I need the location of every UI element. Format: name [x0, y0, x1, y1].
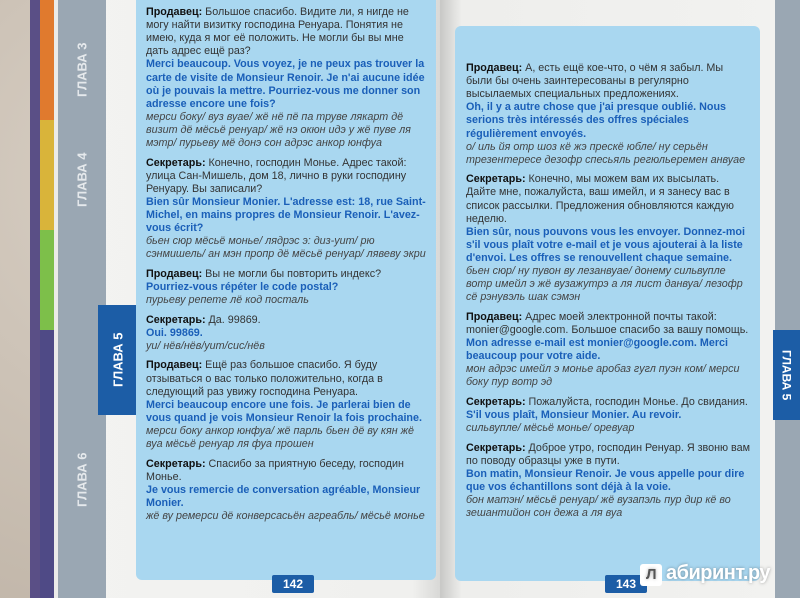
speaker-label: Продавец:	[146, 267, 203, 280]
russian-line: Вы не могли бы повторить индекс?	[205, 267, 382, 280]
transcription-line: бьен сюр мёсьё монье/ лядрэс э: диз-уит/ рю сэнмишель/ ан мэн пропр дё мёсьё ренуар/ лявеву экри	[146, 235, 426, 261]
russian-line: Пожалуйста, господин Монье. До свидания.	[528, 395, 748, 408]
dialogue-block	[466, 396, 752, 435]
transcription-line: сильвупле/ мёсьё монье/ оревуар	[466, 422, 635, 435]
transcription-line: бон матэн/ мёсьё ренуар/ жё вузапэль пур дир кё во зешантийон сон дежа а ля вуа	[466, 494, 731, 520]
speaker-label: Продавец:	[466, 62, 523, 74]
russian-line: Доброе утро, господин Ренуар. Я звоню вам по поводу образцы уже в пути.	[466, 441, 751, 467]
transcription-line: бьен сюр/ ну пувон ву лезанвуае/ донему сильвупле вотр имейл э жё вузажутрэ а ля лист данвуа/ лезофр сё рэнувэль шак сэмэн	[466, 265, 743, 304]
chapter-sidebar-right	[775, 0, 800, 598]
transcription-line: мон адрэс имейл э монье аробаз гугл пуэн ком/ мерси боку пур вотр эд	[466, 363, 740, 389]
french-line: Bien sûr, nous pouvons vous les envoyer. Donnez-moi s'il vous plaît votre e-mail et je vous ajouterai à la liste d'envoi. Les offres se renouvellent chaque semaine.	[466, 225, 745, 264]
russian-line: Конечно, господин Монье. Адрес такой: улица Сан-Мишель, дом 18, лично в руки господину Ренуару. Вы записали?	[146, 156, 407, 195]
color-stripe	[40, 0, 54, 120]
chapter-tab[interactable]: ГЛАВА 6	[74, 452, 90, 508]
dialogue-block	[466, 173, 752, 304]
dialogue-block	[146, 314, 428, 353]
speaker-label: Продавец:	[466, 310, 523, 323]
transcription-line: пурьеву репете лё код посталь	[146, 294, 309, 307]
french-line: Oui. 99869.	[146, 326, 203, 339]
speaker-label: Секретарь:	[146, 313, 206, 326]
speaker-label: Секретарь:	[146, 156, 206, 169]
watermark-logo-icon: Л	[640, 564, 662, 586]
french-line: Merci beaucoup. Vous voyez, je ne peux pas trouver la carte de visite de Monsieur Renoir. Je n'ai aucune idée où je pouvais la mettre. Pourriez-vous me donner son adresse encore une fois?	[146, 58, 425, 110]
french-line: Bon matin, Monsieur Renoir. Je vous appelle pour dire que vos échantillons sont déjà à la voie.	[466, 467, 745, 494]
dialogue-block	[466, 311, 752, 390]
speaker-label: Секретарь:	[466, 173, 526, 186]
color-stripe	[40, 330, 54, 598]
french-line: Oh, il y a autre chose que j'ai presque oublié. Nous serions très intéressés des offres spéciales régulièrement envoyés.	[466, 101, 727, 140]
right-dialogue-text	[466, 62, 752, 527]
speaker-label: Секретарь:	[466, 441, 526, 454]
chapter-tab-active[interactable]: ГЛАВА 5	[98, 305, 138, 415]
russian-line: Да. 99869.	[208, 313, 261, 326]
russian-line: Конечно, мы можем вам их высылать. Дайте мне, пожалуйста, ваш имейл, и я занесу вас в список рассылки. Предложения обновляются каждую неделю.	[466, 173, 734, 225]
french-line: Je vous remercie de conversation agréable, Monsieur Monier.	[146, 483, 421, 510]
left-dialogue-text	[146, 6, 428, 530]
dialogue-block	[146, 157, 428, 262]
dialogue-block	[146, 268, 428, 307]
russian-line: Большое спасибо. Видите ли, я нигде не могу найти визитку господина Ренуара. Понятия не имею, куда я мог её положить. Не могли бы вы мне дать адрес ещё раз?	[146, 6, 409, 58]
chapter-tab[interactable]: ГЛАВА 4	[74, 152, 90, 208]
speaker-label: Секретарь:	[466, 395, 526, 408]
russian-line: Адрес моей электронной почты такой: monier@google.com. Большое спасибо за вашу помощь.	[466, 310, 749, 336]
dialogue-block	[466, 62, 752, 167]
french-line: S'il vous plaît, Monsieur Monier. Au revoir.	[466, 409, 682, 422]
dialogue-block	[146, 359, 428, 451]
transcription-line: уи/ нёв/нёв/уит/сис/нёв	[146, 339, 265, 352]
transcription-line: о/ иль йя отр шоз кё жэ прескё юбле/ ну серьён трезентересе дезофр спесьяль регюльеремен анвуае	[466, 140, 746, 166]
speaker-label: Продавец:	[146, 359, 203, 372]
dialogue-block	[146, 6, 428, 150]
french-line: Merci beaucoup encore une fois. Je parlerai bien de vous quand je vois Monsieur Renoir la fois prochaine.	[146, 398, 422, 424]
dialogue-block	[146, 458, 428, 524]
page-number-left: 142	[272, 575, 314, 593]
color-stripe	[40, 120, 54, 230]
french-line: Pourriez-vous répéter le code postal?	[146, 281, 339, 294]
russian-line: А, есть ещё кое-что, о чём я забыл. Мы были бы очень заинтересованы в регулярно высылаемых специальных предложениях.	[466, 62, 724, 101]
transcription-line: жё ву ремерси дё конверсасьён агреабль/ мёсьё монье	[146, 510, 425, 523]
chapter-tab[interactable]: ГЛАВА 3	[74, 42, 90, 98]
dialogue-block	[466, 442, 752, 521]
french-line: Bien sûr Monsieur Monier. L'adresse est: 18, rue Saint-Michel, en mains propres de Monsieur Renoir. L'avez-vous écrit?	[146, 195, 426, 235]
transcription-line: мерси боку/ вуз вуае/ жё нё пё па труве лякарт дё визит дё мёсьё ренуар/ жё нэ окюн идэ у жё пуве ля мэтр/ пурьеву мё донэ сон адрэс анкор юнфуа	[146, 110, 411, 150]
russian-line: Ещё раз большое спасибо. Я буду отзываться о вас только положительно, когда в следующий раз увижу господина Ренуара.	[146, 359, 383, 398]
color-stripe	[40, 230, 54, 330]
speaker-label: Секретарь:	[146, 457, 206, 470]
speaker-label: Продавец:	[146, 6, 203, 18]
book-spread	[40, 0, 800, 598]
watermark	[640, 562, 770, 586]
russian-line: Спасибо за приятную беседу, господин Монье.	[146, 457, 404, 483]
french-line: Mon adresse e-mail est monier@google.com. Merci beaucoup pour votre aide.	[466, 337, 728, 363]
transcription-line: мерси боку анкор юнфуа/ жё парль бьен дё ву кян жё вуа мёсьё ренуар ля фуа прошен	[146, 425, 415, 451]
watermark-text: абиринт.ру	[666, 562, 771, 584]
chapter-tab-active-right[interactable]: ГЛАВА 5	[773, 330, 800, 420]
page-number-right: 143	[605, 575, 647, 593]
